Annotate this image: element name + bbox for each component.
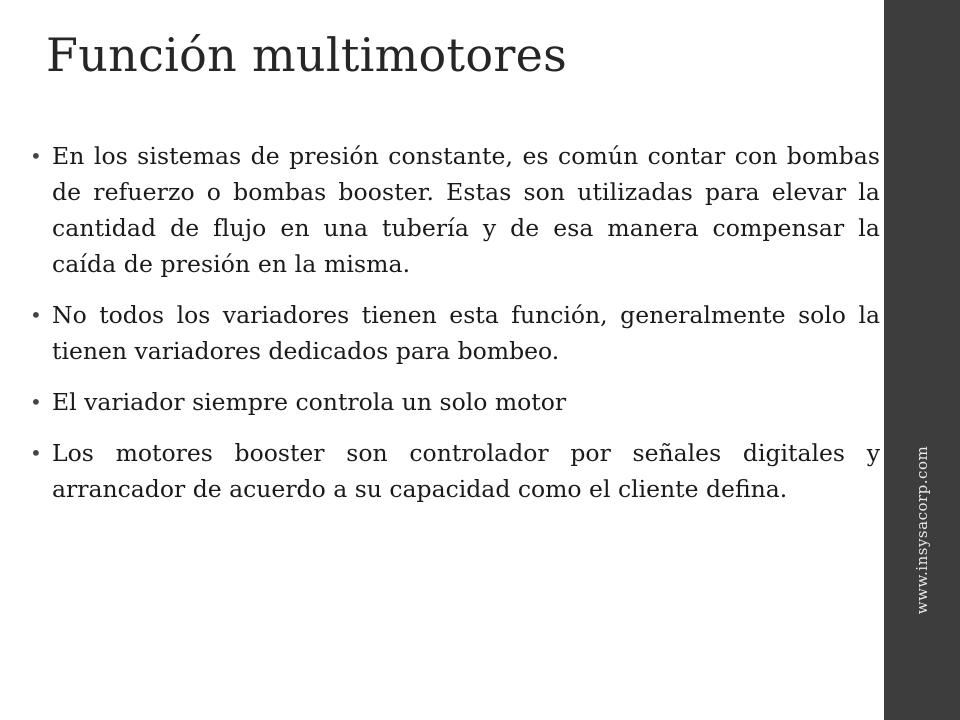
bullet-item <box>30 297 880 369</box>
bullet-dot-icon: • <box>30 144 42 168</box>
slide-title: Función multimotores <box>46 28 568 82</box>
website-label: www.insysacorp.com <box>913 445 931 615</box>
bullet-text: Los motores booster son controlador por señales digitales y arrancador de acuerdo a su capacidad como el cliente defina. <box>52 439 880 503</box>
bullet-dot-icon: • <box>30 303 42 327</box>
bullet-list <box>30 138 880 522</box>
bullet-dot-icon: • <box>30 441 42 465</box>
bullet-text: No todos los variadores tienen esta función, generalmente solo la tienen variadores dedicados para bombeo. <box>52 301 880 365</box>
bullet-item <box>30 138 880 282</box>
bullet-item <box>30 435 880 507</box>
bullet-item <box>30 384 880 420</box>
bullet-text: El variador siempre controla un solo motor <box>52 388 567 416</box>
bullet-text: En los sistemas de presión constante, es común contar con bombas de refuerzo o bombas booster. Estas son utilizadas para elevar la cantidad de flujo en una tubería y de esa manera compensar la caída de presión en la misma. <box>52 142 880 278</box>
bullet-dot-icon: • <box>30 390 42 414</box>
sidebar-band <box>884 0 960 720</box>
